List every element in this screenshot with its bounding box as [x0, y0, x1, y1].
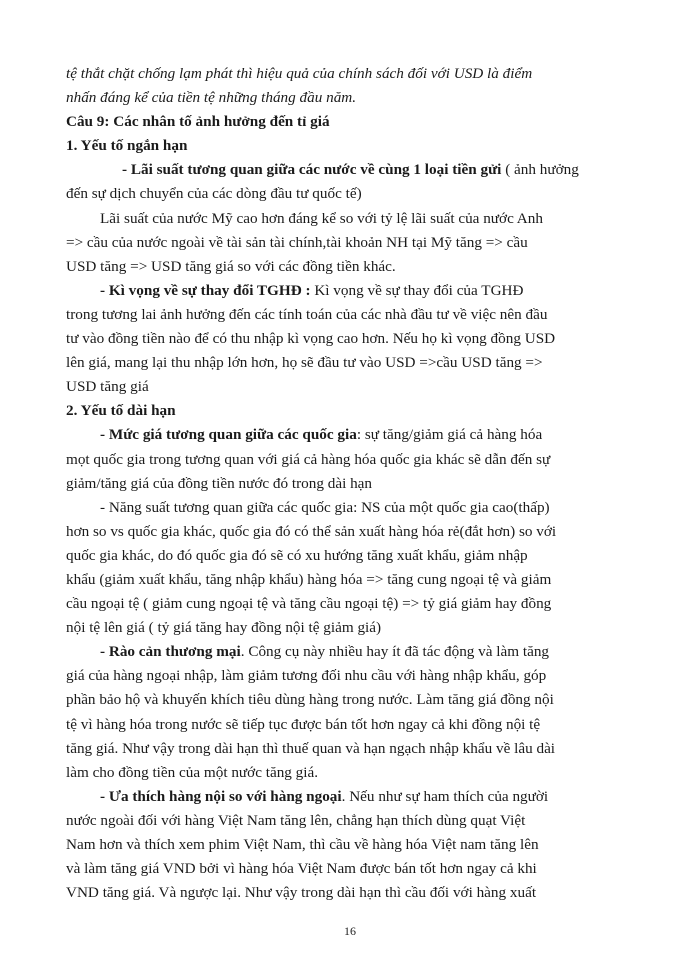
- intro-line: tệ thắt chặt chống lạm phát thì hiệu quả của chính sách đối với USD là điểm: [66, 65, 533, 82]
- paragraph-line: phần bảo hộ và khuyến khích tiêu dùng hàng trong nước. Làm tăng giá đồng nội: [66, 691, 554, 709]
- paragraph-line: giảm/tăng giá của đồng tiền nước đó trong dài hạn: [66, 474, 373, 492]
- paragraph-line: và làm tăng giá VND bởi vì hàng hóa Việt Nam được bán tốt hơn ngay cả khi: [66, 860, 537, 878]
- section-heading: 2. Yếu tố dài hạn: [66, 402, 176, 420]
- paragraph-line: [66, 423, 634, 447]
- paragraph-line: [66, 785, 634, 809]
- document-page: [66, 62, 634, 905]
- paragraph-line: => cầu của nước ngoài về tài sản tài chính,tài khoản NH tại Mỹ tăng => cầu: [66, 233, 528, 251]
- text-run: ( ảnh hưởng: [501, 161, 579, 179]
- paragraph-line: quốc gia khác, do đó quốc gia đó sẽ có xu hướng tăng xuất khẩu, giảm nhập: [66, 546, 528, 564]
- bold-term: - Rào cản thương mại: [100, 643, 241, 661]
- paragraph-line: tư vào đồng tiền nào để có thu nhập kì vọng cao hơn. Nếu họ kì vọng đồng USD: [66, 330, 556, 348]
- paragraph-line: nội tệ lên giá ( tỷ giá tăng hay đồng nội tệ giảm giá): [66, 619, 382, 637]
- paragraph-line: VND tăng giá. Và ngược lại. Như vậy trong dài hạn thì cầu đối với hàng xuất: [66, 884, 537, 902]
- bold-term: - Lãi suất tương quan giữa các nước về cùng 1 loại tiền gửi: [122, 161, 502, 179]
- text-run: Kì vọng về sự thay đổi của TGHĐ: [310, 281, 524, 299]
- text-run: : sự tăng/giảm giá cả hàng hóa: [356, 426, 543, 444]
- paragraph-line: tăng giá. Như vậy trong dài hạn thì thuế quan và hạn ngạch nhập khẩu về lâu dài: [66, 739, 556, 757]
- bold-term: - Ưa thích hàng nội so với hàng ngoại: [100, 787, 342, 805]
- paragraph-line: giá của hàng ngoại nhập, làm giảm tương đối nhu cầu với hàng nhập khẩu, góp: [66, 667, 547, 685]
- paragraph-line: [66, 279, 634, 303]
- paragraph-line: [66, 158, 634, 182]
- question-heading: Câu 9: Các nhân tố ảnh hưởng đến tỉ giá: [66, 113, 330, 131]
- text-run: . Nếu như sự ham thích của người: [341, 787, 549, 805]
- paragraph-line: khẩu (giảm xuất khẩu, tăng nhập khẩu) hàng hóa => tăng cung ngoại tệ và giảm: [66, 570, 552, 588]
- section-heading: 1. Yếu tố ngắn hạn: [66, 137, 188, 155]
- paragraph-line: cầu ngoại tệ ( giảm cung ngoại tệ và tăng cầu ngoại tệ) => tỷ giá giảm hay đồng: [66, 595, 552, 613]
- paragraph-line: đến sự dịch chuyển của các dòng đầu tư quốc tế): [66, 185, 362, 203]
- paragraph-line: USD tăng giá: [66, 378, 149, 396]
- page-number: 16: [344, 924, 356, 938]
- paragraph-line: nước ngoài đối với hàng Việt Nam tăng lên, chẳng hạn thích dùng quạt Việt: [66, 811, 526, 829]
- bold-term: - Kì vọng về sự thay đổi TGHĐ :: [100, 281, 311, 299]
- paragraph-line: Nam hơn và thích xem phim Việt Nam, thì cầu về hàng hóa Việt nam tăng lên: [66, 836, 539, 853]
- paragraph-line: làm cho đồng tiền của một nước tăng giá.: [66, 763, 319, 781]
- paragraph-line: hơn so vs quốc gia khác, quốc gia đó có thể sản xuất hàng hóa rẻ(đắt hơn) so với: [66, 522, 557, 540]
- paragraph-line: lên giá, mang lại thu nhập lớn hơn, họ sẽ đầu tư vào USD =>cầu USD tăng =>: [66, 354, 543, 372]
- paragraph-line: USD tăng => USD tăng giá so với các đồng tiền khác.: [66, 257, 396, 275]
- paragraph-line: tệ vì hàng hóa trong nước sẽ tiếp tục được bán tốt hơn ngay cả khi đồng nội tệ: [66, 715, 541, 733]
- paragraph-line: Lãi suất của nước Mỹ cao hơn đáng kể so với tỷ lệ lãi suất của nước Anh: [100, 209, 543, 227]
- intro-line: nhấn đáng kể của tiền tệ những tháng đầu năm.: [66, 89, 357, 107]
- bold-term: - Mức giá tương quan giữa các quốc gia: [100, 426, 357, 444]
- paragraph-line: [66, 640, 634, 664]
- paragraph-line: - Năng suất tương quan giữa các quốc gia: NS của một quốc gia cao(thấp): [100, 498, 550, 516]
- paragraph-line: trong tương lai ảnh hưởng đến các tính toán của các nhà đầu tư về việc nên đầu: [66, 305, 548, 323]
- paragraph-line: mọt quốc gia trong tương quan với giá cả hàng hóa quốc gia khác sẽ dẫn đến sự: [66, 450, 551, 468]
- text-run: . Công cụ này nhiều hay ít đã tác động và làm tăng: [240, 643, 550, 661]
